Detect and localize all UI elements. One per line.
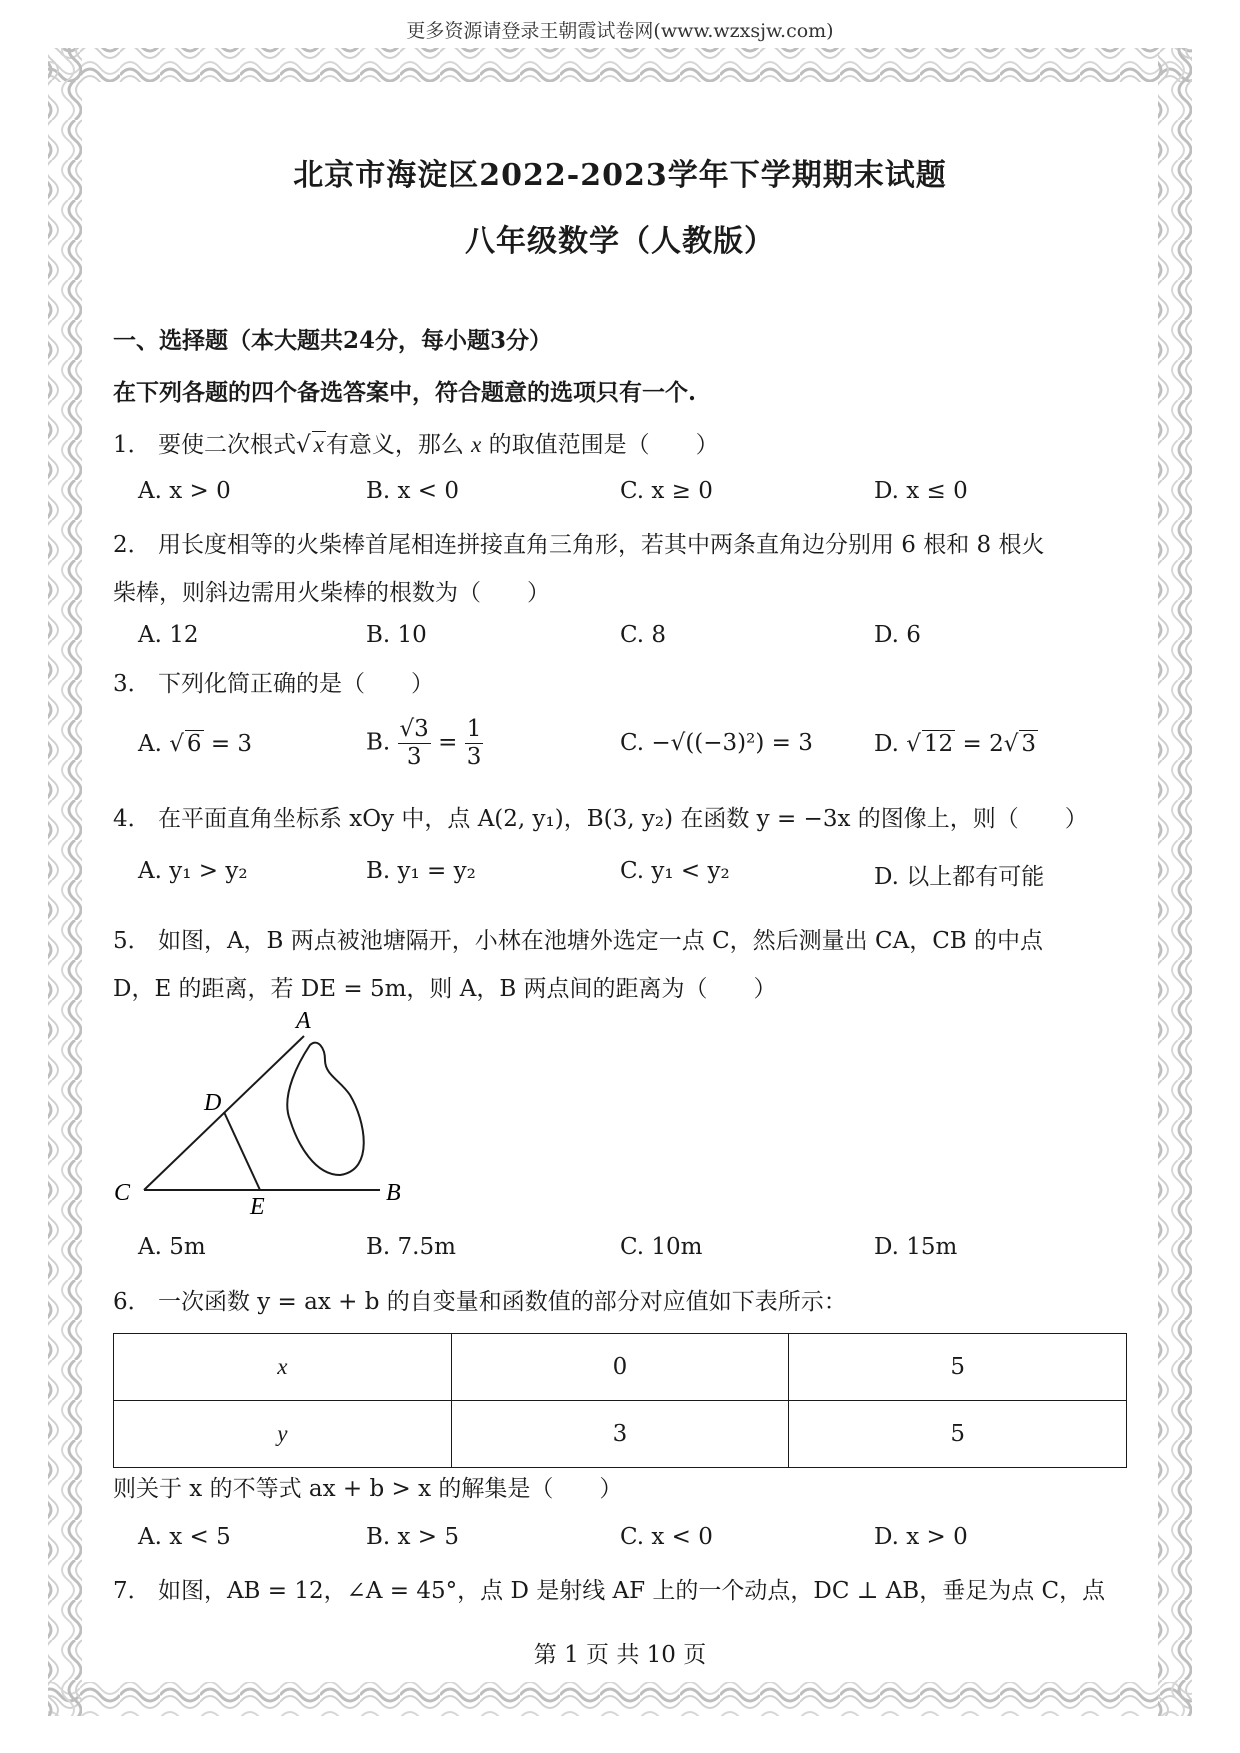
- question-2-line2: 柴棒，则斜边需用火柴棒的根数为（ ）: [113, 580, 550, 606]
- q3-b-numerator: √3: [399, 716, 429, 742]
- table-cell: 5: [789, 1334, 1127, 1401]
- q3-c-expression: −√((−3)²) = 3: [651, 730, 813, 756]
- question-5-line2: D，E 的距离，若 DE = 5m，则 A，B 两点间的距离为（ ）: [113, 976, 777, 1002]
- q3-b-fraction-left: [398, 718, 431, 769]
- values-table: [113, 1333, 1127, 1468]
- label-c: C: [114, 1180, 131, 1206]
- label-e: E: [250, 1194, 265, 1220]
- q2-option-a: A. 12: [138, 622, 199, 648]
- q5-option-c: C. 10m: [620, 1234, 703, 1260]
- q3-a-label: A.: [138, 731, 162, 757]
- q2-option-b: B. 10: [366, 622, 427, 648]
- q1-option-d: D. x ≤ 0: [874, 478, 968, 504]
- q5-option-b: B. 7.5m: [366, 1234, 456, 1260]
- q3-d-equals: = 2: [962, 731, 1004, 757]
- table-row: [114, 1334, 1127, 1401]
- q3-b-fraction-right: [465, 718, 484, 769]
- question-4: 4． 在平面直角坐标系 xOy 中，点 A(2, y₁)，B(3, y₂) 在函数 y = −3x 的图像上，则（ ）: [113, 806, 1088, 832]
- q6-option-b: B. x > 5: [366, 1524, 460, 1550]
- label-a: A: [296, 1008, 311, 1034]
- q1-radicand: x: [313, 432, 324, 457]
- q6-option-a: A. x < 5: [138, 1524, 231, 1550]
- q3-d-radicand: 12: [923, 731, 954, 757]
- section-heading: 一、选择题（本大题共24分，每小题3分）: [113, 327, 553, 354]
- table-cell: 0: [451, 1334, 789, 1401]
- q3-b-label: B.: [366, 729, 391, 756]
- q5-option-a: A. 5m: [138, 1234, 206, 1260]
- site-watermark: 更多资源请登录王朝霞试卷网(www.wzxsjw.com): [406, 20, 834, 42]
- q5-option-d: D. 15m: [874, 1234, 958, 1260]
- q2-option-c: C. 8: [620, 622, 667, 648]
- pond-shape: [287, 1043, 363, 1175]
- q6-option-c: C. x < 0: [620, 1524, 713, 1550]
- q3-b-right-numerator: 1: [466, 716, 482, 742]
- q3-b-right-denominator: 3: [466, 744, 482, 770]
- q1-stem-b: 有意义，那么: [325, 432, 464, 458]
- table-cell: y: [114, 1401, 452, 1468]
- q4-option-b: B. y₁ = y₂: [366, 858, 476, 884]
- question-5-line1: 5． 如图，A，B 两点被池塘隔开，小林在池塘外选定一点 C，然后测量出 CA，CB 的中点: [113, 928, 1044, 954]
- q2-option-d: D. 6: [874, 622, 921, 648]
- label-b: B: [386, 1180, 401, 1206]
- pond-figure: [100, 1000, 420, 1220]
- q3-d-label: D.: [874, 731, 899, 757]
- table-cell: 3: [451, 1401, 789, 1468]
- q4-option-c: C. y₁ < y₂: [620, 858, 730, 884]
- section-instruction: 在下列各题的四个备选答案中，符合题意的选项只有一个.: [113, 379, 697, 406]
- q4-option-a: A. y₁ > y₂: [138, 858, 248, 884]
- question-7: 7． 如图，AB = 12，∠A = 45°，点 D 是射线 AF 上的一个动点，DC ⊥ AB，垂足为点 C，点: [113, 1578, 1106, 1604]
- question-6: 6． 一次函数 y = ax + b 的自变量和函数值的部分对应值如下表所示：: [113, 1289, 847, 1315]
- q3-option-d: D. √ 12 = 2√ 3: [874, 731, 1037, 757]
- question-2-line1: 2． 用长度相等的火柴棒首尾相连拼接直角三角形，若其中两条直角边分别用 6 根和 8 根火: [113, 532, 1045, 558]
- q1-option-a: A. x > 0: [138, 478, 231, 504]
- q4-option-d: D. 以上都有可能: [874, 864, 1045, 890]
- table-cell: x: [114, 1334, 452, 1401]
- q3-a-rest: = 3: [210, 731, 253, 757]
- question-6-followup: 则关于 x 的不等式 ax + b > x 的解集是（ ）: [113, 1476, 623, 1502]
- page-title: 北京市海淀区2022-2023学年下学期期末试题: [293, 158, 947, 193]
- q6-option-d: D. x > 0: [874, 1524, 968, 1550]
- q3-option-b: [366, 718, 483, 769]
- q3-option-c: [620, 730, 813, 756]
- segment-de: [224, 1112, 260, 1190]
- q3-c-label: C.: [620, 730, 645, 756]
- question-3: 3． 下列化简正确的是（ ）: [113, 671, 434, 697]
- q1-option-c: C. x ≥ 0: [620, 478, 713, 504]
- question-1: 1． 要使二次根式√ x有意义，那么 x 的取值范围是（ ）: [113, 432, 719, 458]
- q3-b-denominator: 3: [406, 744, 422, 770]
- label-d: D: [204, 1090, 222, 1116]
- page-number: 第 1 页 共 10 页: [533, 1642, 707, 1668]
- table-row: [114, 1401, 1127, 1468]
- q3-option-a: A. √ 6 = 3: [138, 731, 253, 757]
- q3-b-equals: =: [438, 729, 458, 756]
- q3-a-radicand: 6: [186, 731, 202, 757]
- q1-var: x: [471, 432, 482, 457]
- q3-d-radicand-2: 3: [1021, 731, 1037, 757]
- page-subtitle: 八年级数学（人教版）: [465, 224, 775, 259]
- table-cell: 5: [789, 1401, 1127, 1468]
- q1-option-b: B. x < 0: [366, 478, 460, 504]
- q1-stem-c: 的取值范围是（ ）: [488, 432, 719, 458]
- q1-stem-a: 1． 要使二次根式: [113, 432, 296, 458]
